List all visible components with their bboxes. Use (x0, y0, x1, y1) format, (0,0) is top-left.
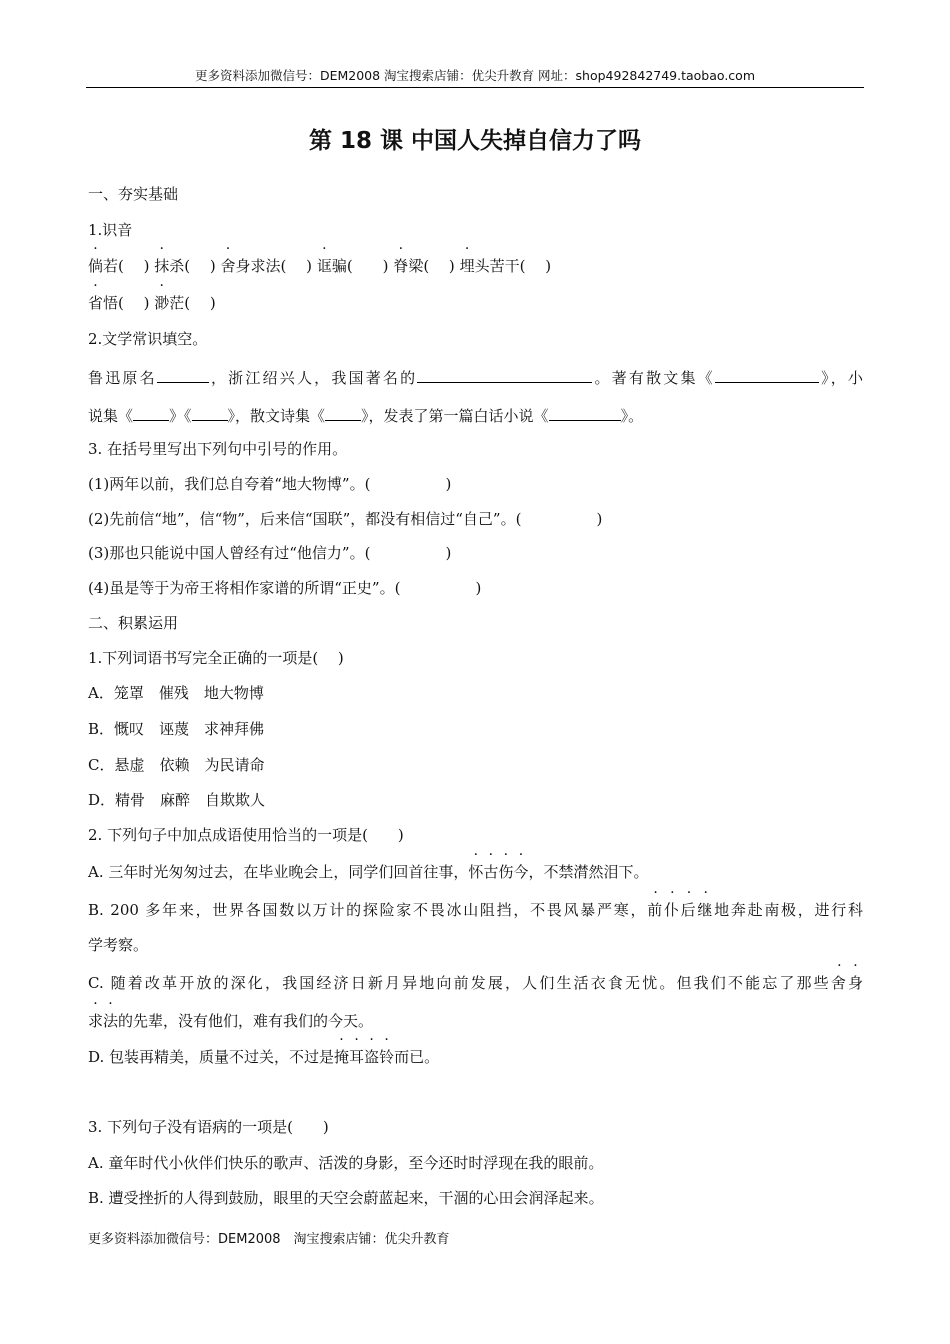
q-spelling-stem: 1.下列词语书写完全正确的一项是( ) (88, 649, 344, 667)
option-a[interactable]: A．笼罩 催残 地大物博 (88, 684, 264, 702)
text: 地奔赴南极，进行科 (714, 901, 863, 919)
dotted-char: 盗 (364, 1048, 380, 1066)
fill-blank[interactable] (157, 367, 209, 383)
dotted-char: 诓 (316, 257, 332, 275)
text: A. 三年时光匆匆过去，在毕业晚会上，同学们回首往事， (88, 863, 469, 881)
page-header: 更多资料添加微信号：DEM2008 淘宝搜索店铺：优尖升教育 网址：shop492842749.taobao.com (194, 68, 756, 83)
section1-heading: 一、夯实基础 (88, 185, 179, 203)
header-rule (86, 87, 864, 88)
text: D. 包装再精美，质量不过关，不过是 (88, 1048, 335, 1066)
dotted-idiom (334, 1048, 394, 1066)
dotted-char: 耳 (349, 1048, 365, 1066)
grammar-option-b[interactable]: B. 遭受挫折的人得到鼓励，眼里的天空会蔚蓝起来，干涸的心田会润泽起来。 (88, 1189, 604, 1207)
text: C. 随着改革开放的深化，我国经济日新月异地向前发展，人们生活衣食无忧。但我们不能忘了那些 (88, 974, 831, 992)
text: 》，发表了第一篇白话小说《 (361, 407, 549, 425)
fill-blank[interactable] (549, 405, 621, 421)
section2-heading: 二、积累运用 (88, 614, 179, 632)
dotted-char: 怀 (468, 863, 484, 881)
word-rest: 杀( ) (169, 257, 221, 275)
text: 》《 (169, 407, 192, 425)
idiom-option-b-cont: 学考察。 (88, 936, 149, 954)
fill-blank[interactable] (133, 405, 169, 421)
idiom-option-c-cont (88, 1011, 863, 1031)
dotted-char: 抹 (154, 257, 170, 275)
word-rest: 骗( ) (331, 257, 394, 275)
dotted-char: 今 (513, 863, 529, 881)
q3-heading: 3. 在括号里写出下列句中引号的作用。 (88, 440, 348, 458)
text: 》，小 (818, 369, 863, 387)
dotted-char: 法 (103, 1012, 119, 1030)
word-rest: 头苦干( ) (474, 257, 552, 275)
text: 而已。 (394, 1048, 440, 1066)
dotted-char: 求 (88, 1012, 104, 1030)
dotted-char: 仆 (663, 901, 681, 919)
dotted-char: 铃 (379, 1048, 395, 1066)
dotted-char: 前 (647, 901, 664, 919)
text: 鲁迅原名 (88, 369, 157, 387)
text: ，不禁潸然泪下。 (528, 863, 649, 881)
dotted-char: 倘 (88, 257, 104, 275)
text: B. 200 多年来，世界各国数以万计的探险家不畏冰山阻挡，不畏风暴严寒， (88, 901, 648, 919)
literature-fill-line-2 (88, 405, 863, 426)
quote-item: (2)先前信“地”，信“物”，后来信“国联”，都没有相信过“自己”。( ) (88, 510, 603, 528)
fill-blank[interactable] (417, 367, 592, 383)
dotted-char: 后 (680, 901, 698, 919)
pinyin-row-2 (88, 293, 863, 313)
word-rest: 悟( ) (103, 294, 155, 312)
option-d[interactable]: D．精骨 麻醉 自欺欺人 (88, 791, 266, 809)
dotted-char: 古 (483, 863, 499, 881)
idiom-option-a[interactable] (88, 862, 863, 882)
q2-heading: 2.文学常识填空。 (88, 330, 208, 348)
fill-blank[interactable] (192, 405, 228, 421)
lesson-title: 第 18 课 中国人失掉自信力了吗 (308, 128, 642, 154)
dotted-char: 舍 (220, 257, 236, 275)
option-c[interactable]: C．悬虚 依赖 为民请命 (88, 756, 265, 774)
dotted-char: 埋 (459, 257, 475, 275)
text: 》。 (620, 407, 644, 425)
dotted-idiom (647, 901, 714, 919)
fill-blank[interactable] (715, 367, 819, 383)
literature-fill-line-1 (88, 367, 863, 388)
dotted-char: 掩 (334, 1048, 350, 1066)
quote-item: (1)两年以前，我们总自夸着“地大物博”。( ) (88, 475, 452, 493)
dotted-idiom (831, 974, 863, 992)
text: 说集《 (88, 407, 134, 425)
quote-item: (3)那也只能说中国人曾经有过“他信力”。( ) (88, 544, 452, 562)
text: 。著有散文集《 (592, 369, 715, 387)
option-b[interactable]: B．慨叹 诬蔑 求神拜佛 (88, 720, 265, 738)
word-rest: 身求法( ) (235, 257, 317, 275)
text: 》，散文诗集《 (227, 407, 326, 425)
pinyin-row-1 (88, 256, 863, 276)
grammar-option-a[interactable]: A. 童年时代小伙伴们快乐的歌声、活泼的身影，至今还时时浮现在我的眼前。 (88, 1154, 604, 1172)
dotted-char: 渺 (154, 294, 170, 312)
q1-heading: 1.识音 (88, 221, 133, 239)
text: 的先辈，没有他们，难有我们的今天。 (118, 1012, 374, 1030)
idiom-option-d[interactable] (88, 1047, 863, 1067)
idiom-option-c[interactable] (88, 973, 863, 993)
dotted-char: 继 (697, 901, 715, 919)
word-rest: 若( ) (103, 257, 155, 275)
quote-item: (4)虽是等于为帝王将相作家谱的所谓“正史”。( ) (88, 579, 482, 597)
q-grammar-stem: 3. 下列句子没有语病的一项是( ) (88, 1118, 329, 1136)
q-idiom-stem: 2. 下列句子中加点成语使用恰当的一项是( ) (88, 826, 404, 844)
text: ，浙江绍兴人，我国著名的 (208, 369, 418, 387)
idiom-option-b[interactable] (88, 900, 863, 920)
dotted-char: 伤 (498, 863, 514, 881)
dotted-char: 舍 (830, 974, 848, 992)
word-rest: 茫( ) (169, 294, 216, 312)
page-footer: 更多资料添加微信号：DEM2008 淘宝搜索店铺：优尖升教育 (88, 1232, 450, 1247)
word-rest: 梁( ) (408, 257, 460, 275)
dotted-char: 脊 (393, 257, 409, 275)
dotted-char: 身 (847, 974, 863, 992)
dotted-idiom (468, 863, 528, 881)
dotted-char: 省 (88, 294, 104, 312)
dotted-idiom (88, 1012, 118, 1030)
fill-blank[interactable] (325, 405, 361, 421)
